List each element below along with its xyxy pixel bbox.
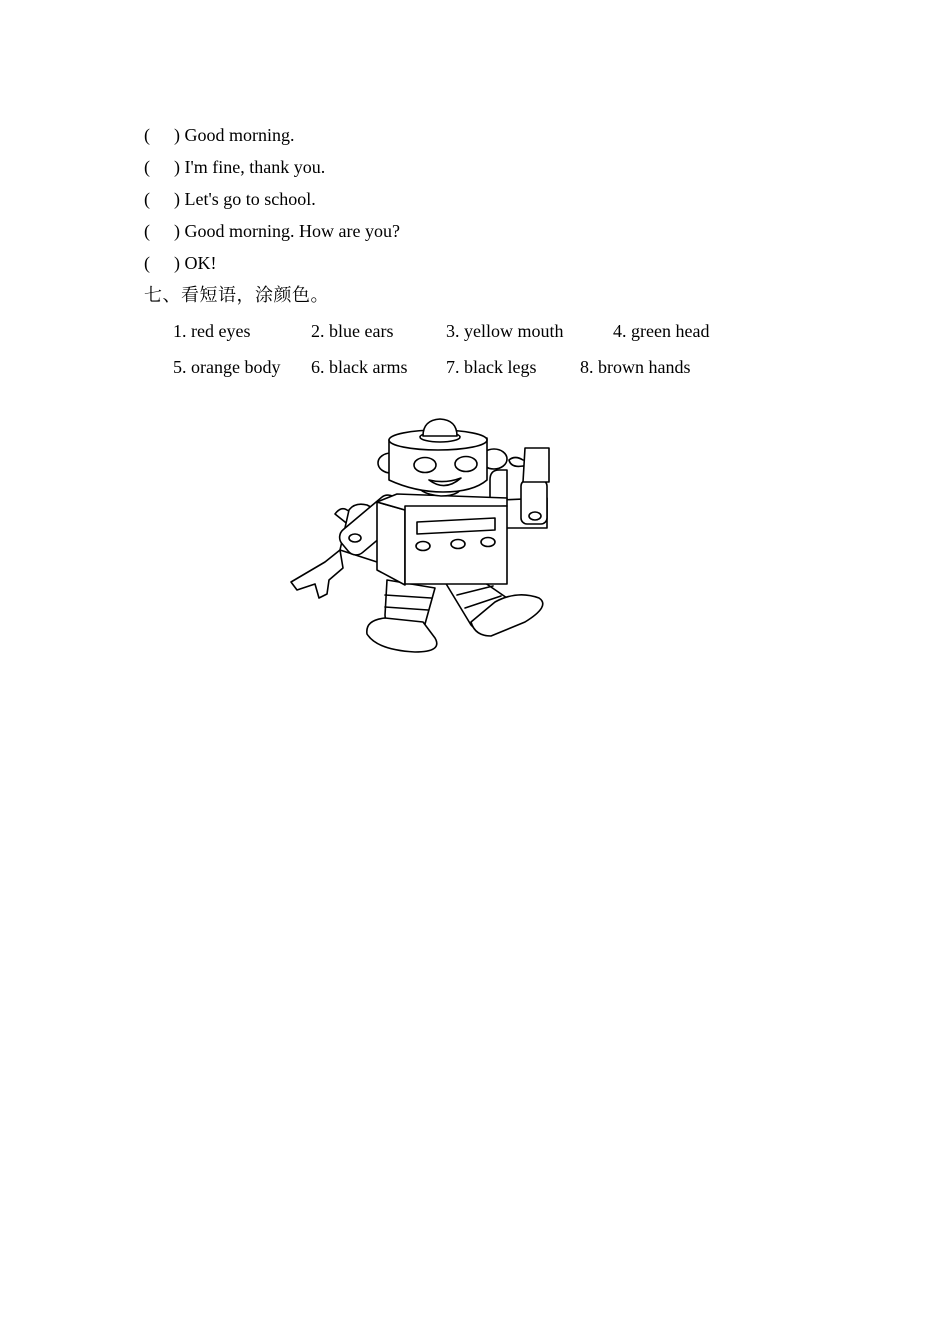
robot-eye-left	[414, 458, 436, 473]
phrase-black-legs: 7. black legs	[446, 357, 537, 377]
ordering-sentence: Good morning.	[184, 125, 295, 145]
robot-body-button	[416, 542, 430, 551]
phrase-row	[173, 318, 793, 354]
ordering-item-1: ( ) Good morning.	[144, 125, 295, 145]
ordering-sentence: Let's go to school.	[184, 189, 316, 209]
robot-body-button	[481, 538, 495, 547]
phrase-black-arms: 6. black arms	[311, 357, 408, 377]
robot-eye-right	[455, 457, 477, 472]
robot-arm-right	[490, 470, 507, 500]
ordering-sentence: I'm fine, thank you.	[184, 157, 326, 177]
phrase-yellow-mouth: 3. yellow mouth	[446, 321, 564, 341]
robot-hand-right	[509, 448, 549, 482]
ordering-item-5: ( ) OK!	[144, 253, 217, 273]
section-7-title: 七、看短语，涂颜色。	[144, 285, 329, 306]
robot-body-side	[377, 502, 405, 585]
ordering-item-3: ( ) Let's go to school.	[144, 189, 316, 209]
robot-elbow-bolt	[529, 512, 541, 520]
robot-elbow-bolt	[349, 534, 361, 542]
phrase-row	[173, 354, 793, 390]
phrase-red-eyes: 1. red eyes	[173, 321, 251, 341]
robot-antenna	[423, 419, 457, 436]
phrase-orange-body: 5. orange body	[173, 357, 281, 377]
ordering-list	[144, 121, 400, 281]
phrase-green-head: 4. green head	[613, 321, 710, 341]
ordering-sentence: OK!	[184, 253, 217, 273]
ordering-item-4: ( ) Good morning. How are you?	[144, 221, 400, 241]
robot-icon	[285, 410, 555, 660]
robot-foot-left	[367, 618, 437, 652]
robot-body-button	[451, 540, 465, 549]
robot-hand-left	[291, 550, 343, 598]
phrase-grid	[173, 318, 793, 390]
ordering-sentence: Good morning. How are you?	[184, 221, 400, 241]
phrase-blue-ears: 2. blue ears	[311, 321, 394, 341]
ordering-item-2: ( ) I'm fine, thank you.	[144, 157, 326, 177]
phrase-brown-hands: 8. brown hands	[580, 357, 691, 377]
